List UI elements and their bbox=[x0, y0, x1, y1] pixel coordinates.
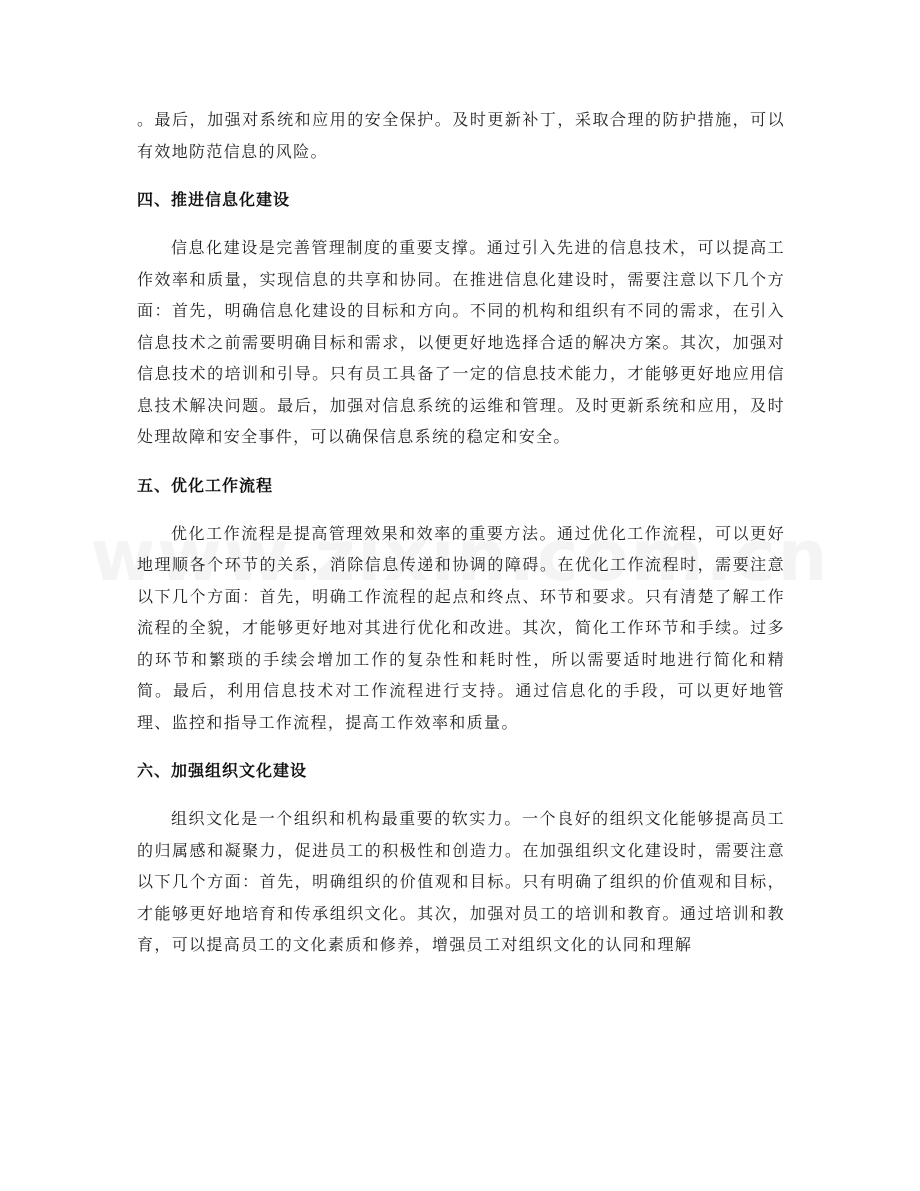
section-heading-6: 六、加强组织文化建设 bbox=[137, 761, 308, 780]
section-heading-5: 五、优化工作流程 bbox=[137, 475, 274, 495]
section-heading-4: 四、推进信息化建设 bbox=[137, 190, 291, 209]
section-body-5: 优化工作流程是提高管理效果和效率的重要方法。通过优化工作流程，可以更好地理顺各个环节的关系，消除信息传递和协调的障碍。在优化工作流程时，需要注意以下几个方面：首先，明确工作流程的起点和终点、环节和要求。只有清楚了解工作流程的全貌，才能够更好地对其进行优化和改进。其次，简化工作环节和手续。过多的环节和繁琐的手续会增加工作的复杂性和耗时性，所以需要适时地进行简化和精简。最后，利用信息技术对工作流程进行支持。通过信息化的手段，可以更好地管理、监控和指导工作流程，提高工作效率和质量。 bbox=[137, 523, 785, 732]
document-body bbox=[137, 104, 785, 961]
section-body-6: 组织文化是一个组织和机构最重要的软实力。一个良好的组织文化能够提高员工的归属感和凝聚力，促进员工的积极性和创造力。在加强组织文化建设时，需要注意以下几个方面：首先，明确组织的价值观和目标。只有明确了组织的价值观和目标，才能够更好地培育和传承组织文化。其次，加强对员工的培训和教育。通过培训和教育，可以提高员工的文化素质和修养，增强员工对组织文化的认同和理解 bbox=[137, 809, 785, 954]
intro-paragraph: 。最后，加强对系统和应用的安全保护。及时更新补丁，采取合理的防护措施，可以有效地防范信息的风险。 bbox=[137, 110, 785, 161]
section-body-4: 信息化建设是完善管理制度的重要支撑。通过引入先进的信息技术，可以提高工作效率和质量，实现信息的共享和协同。在推进信息化建设时，需要注意以下几个方面：首先，明确信息化建设的目标和方向。不同的机构和组织有不同的需求，在引入信息技术之前需要明确目标和需求，以便更好地选择合适的解决方案。其次，加强对信息技术的培训和引导。只有员工具备了一定的信息技术能力，才能够更好地应用信息技术解决问题。最后，加强对信息系统的运维和管理。及时更新系统和应用，及时处理故障和安全事件，可以确保信息系统的稳定和安全。 bbox=[137, 238, 785, 446]
